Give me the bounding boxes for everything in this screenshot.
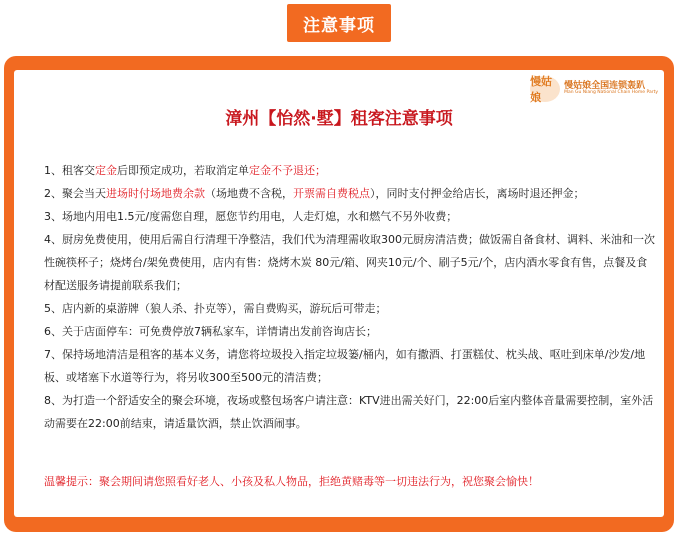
rules-list [44,159,656,435]
rule-highlight: 定金 [95,164,117,177]
rule-item [44,205,656,228]
rule-highlight: 定金不予退还； [249,164,326,177]
rule-highlight: 开票需自费税点 [293,187,370,200]
section-badge: 注意事项 [287,4,391,42]
rule-text: 6、关于店面停车：可免费停放7辆私家车，详情请出发前咨询店长； [44,325,377,338]
brand-logo [530,76,658,102]
rule-text: 5、店内新的桌游牌（狼人杀、扑克等），需自费购买，游玩后可带走； [44,302,387,315]
rule-text: 8、为打造一个舒适安全的聚会环境，夜场或整包场客户请注意：KTV进出需关好门，22:00后室内整体音量需要控制，室外活动需要在22:00前结束，请适量饮酒，禁止饮酒闹事。 [44,394,654,430]
rule-item [44,343,656,389]
rule-item [44,228,656,297]
rule-item [44,159,656,182]
warm-tip: 温馨提示：聚会期间请您照看好老人、小孩及私人物品，拒绝黄赌毒等一切违法行为，祝您聚会愉快！ [44,475,539,488]
rule-item [44,320,656,343]
rule-text: 3、场地内用电1.5元/度需您自理，愿您节约用电，人走灯熄，水和燃气不另外收费； [44,210,458,223]
rule-text: ），同时支付押金给店长，离场时退还押金； [370,187,585,200]
rule-highlight: 进场时付场地费余款 [106,187,205,200]
brand-name-cn: 慢姑娘全国连锁轰趴 [564,80,646,91]
rule-text: （场地费不含税， [205,187,293,200]
rule-text: 1、租客交 [44,164,95,177]
rule-text: 2、聚会当天 [44,187,106,200]
rule-item [44,182,656,205]
rule-text: 后即预定成功，若取消定单 [117,164,249,177]
rule-text: 4、厨房免费使用，使用后需自行清理干净整洁，我们代为清理需收取300元厨房清洁费；做饭需自备食材、调料、米油和一次性碗筷杯子；烧烤台/架免费使用，店内有售：烧烤木炭 80元/箱、网夹10元/个、刷子5元/个，店内酒水零食有售，点餐及食材配送服务请提前联系我们； [44,233,655,292]
rule-item [44,389,656,435]
brand-mark-icon: 慢姑娘 [530,76,560,102]
notice-title: 漳州【怡然·墅】租客注意事项 [225,109,453,129]
rule-item [44,297,656,320]
rule-text: 7、保持场地清洁是租客的基本义务，请您将垃圾投入指定垃圾篓/桶内，如有撒酒、打蛋糕仗、枕头战、呕吐到床单/沙发/地板、或堵塞下水道等行为，将另收300至500元的清洁费； [44,348,646,384]
brand-name-en: Man Gu Niang National Chain Home Party [564,90,658,96]
notice-card [14,70,664,517]
